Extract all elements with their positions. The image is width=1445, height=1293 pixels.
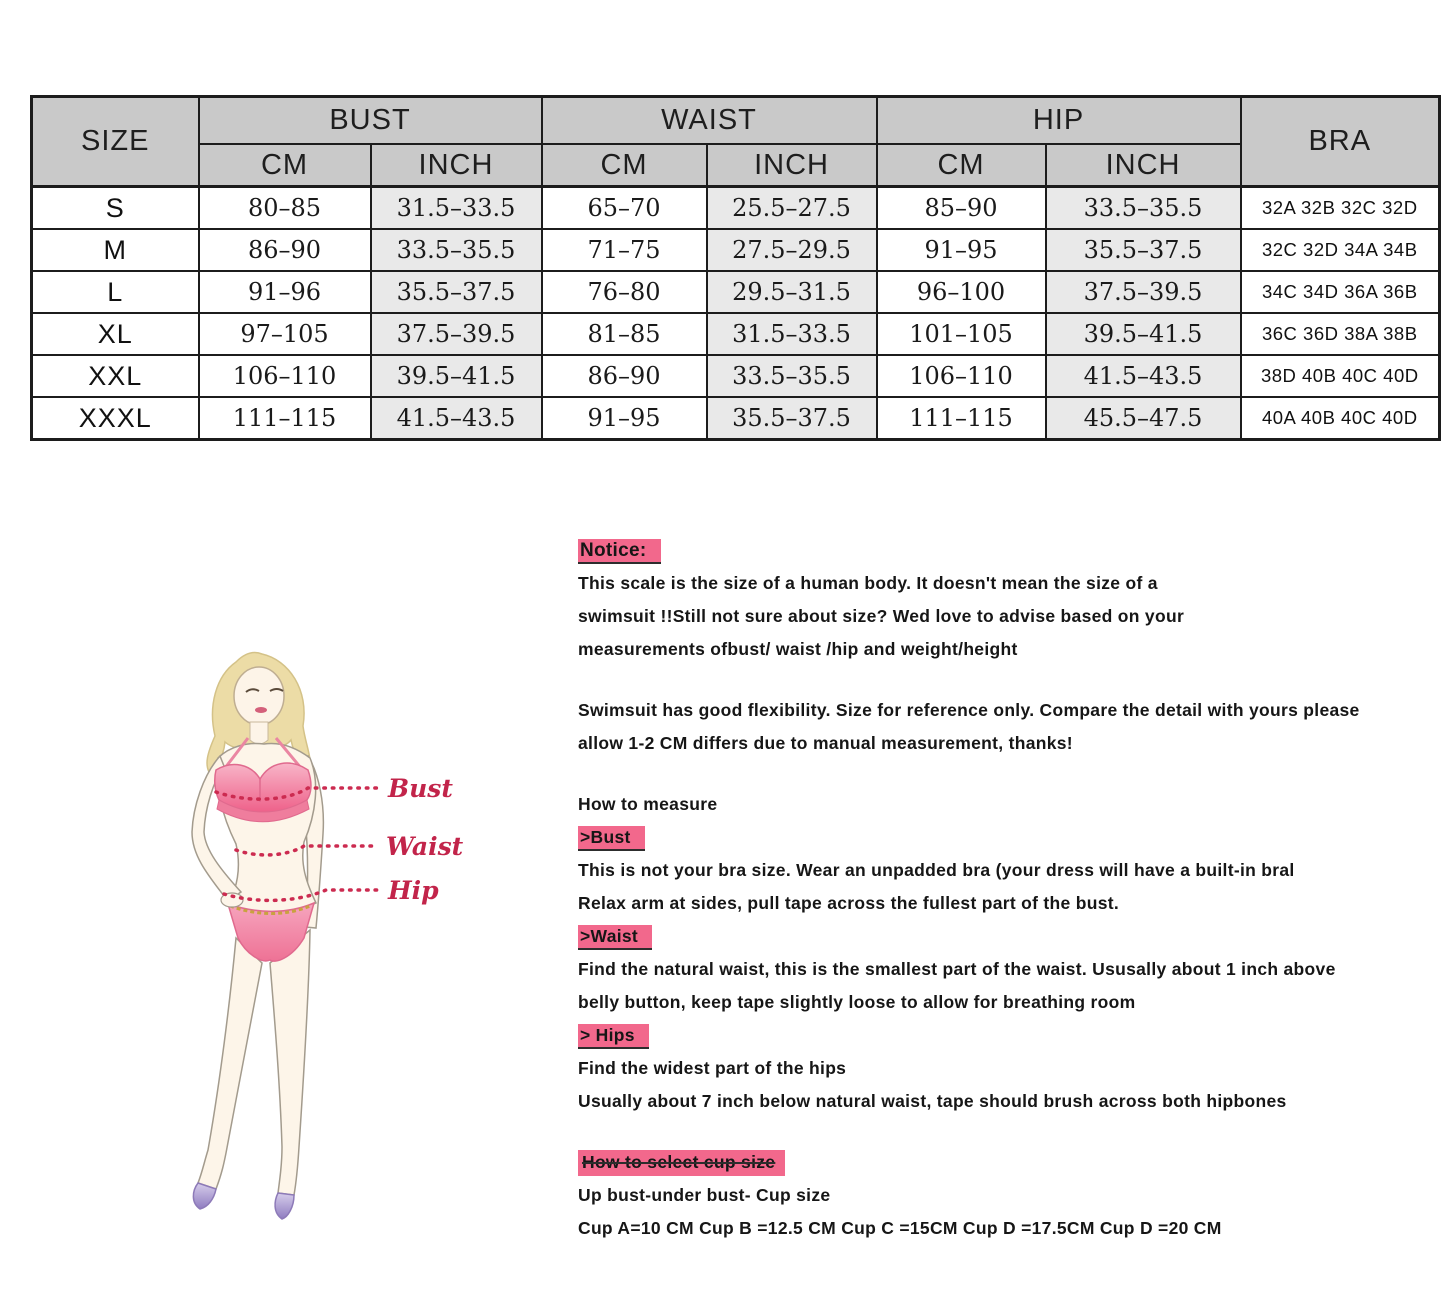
- header-bra: BRA: [1241, 97, 1440, 187]
- header-hip-inch: INCH: [1046, 144, 1241, 187]
- text-line: Find the widest part of the hips: [578, 1058, 847, 1078]
- hip-inch-cell: 45.5–47.5: [1046, 397, 1241, 440]
- bra-cell: 36C 36D 38A 38B: [1241, 313, 1440, 355]
- notice-heading-row: [578, 534, 1445, 567]
- header-bust: BUST: [199, 97, 542, 145]
- bust-inch-cell: 35.5–37.5: [371, 271, 542, 313]
- bust-inch-cell: 33.5–35.5: [371, 229, 542, 271]
- waist-inch-cell: 33.5–35.5: [707, 355, 877, 397]
- text-line: belly button, keep tape slightly loose to allow for breathing room: [578, 992, 1136, 1012]
- notice-heading: Notice:: [578, 539, 661, 564]
- cup-size-heading-row: [578, 1146, 1445, 1179]
- header-waist-cm: CM: [542, 144, 707, 187]
- table-body: [32, 187, 1440, 440]
- figure-right-shoe: [275, 1193, 294, 1219]
- header-size: SIZE: [32, 97, 199, 187]
- table-row: [32, 313, 1440, 355]
- size-cell: XXL: [32, 355, 199, 397]
- table-row: [32, 229, 1440, 271]
- bust-section-body: [578, 854, 1445, 920]
- figure-face: [234, 667, 284, 725]
- bust-cm-cell: 91–96: [199, 271, 371, 313]
- hip-inch-cell: 33.5–35.5: [1046, 187, 1241, 230]
- header-waist-inch: INCH: [707, 144, 877, 187]
- figure-right-leg: [270, 930, 310, 1195]
- bust-inch-cell: 31.5–33.5: [371, 187, 542, 230]
- cup-size-body: [578, 1179, 1445, 1245]
- size-cell: S: [32, 187, 199, 230]
- bust-inch-cell: 37.5–39.5: [371, 313, 542, 355]
- hip-label: Hip: [388, 876, 439, 905]
- measurement-figure: [158, 642, 598, 1242]
- hip-cm-cell: 106–110: [877, 355, 1046, 397]
- waist-cm-cell: 65–70: [542, 187, 707, 230]
- waist-label: Waist: [386, 832, 464, 861]
- text-line: Relax arm at sides, pull tape across the fullest part of the bust.: [578, 893, 1120, 913]
- hip-inch-cell: 37.5–39.5: [1046, 271, 1241, 313]
- bust-inch-cell: 41.5–43.5: [371, 397, 542, 440]
- hips-section-body: [578, 1052, 1445, 1118]
- bust-cm-cell: 111–115: [199, 397, 371, 440]
- header-bust-cm: CM: [199, 144, 371, 187]
- waist-cm-cell: 71–75: [542, 229, 707, 271]
- waist-inch-cell: 27.5–29.5: [707, 229, 877, 271]
- text-line: measurements ofbust/ waist /hip and weight/height: [578, 639, 1018, 659]
- waist-cm-cell: 76–80: [542, 271, 707, 313]
- flexibility-note: [578, 694, 1445, 760]
- text-line: Usually about 7 inch below natural waist, tape should brush across both hipbones: [578, 1091, 1287, 1111]
- header-hip-cm: CM: [877, 144, 1046, 187]
- bra-cell: 38D 40B 40C 40D: [1241, 355, 1440, 397]
- waist-cm-cell: 91–95: [542, 397, 707, 440]
- hips-section-heading: > Hips: [578, 1024, 649, 1049]
- bra-cell: 40A 40B 40C 40D: [1241, 397, 1440, 440]
- table-row: [32, 397, 1440, 440]
- bra-cell: 32A 32B 32C 32D: [1241, 187, 1440, 230]
- bust-cm-cell: 80–85: [199, 187, 371, 230]
- text-line: Find the natural waist, this is the smallest part of the waist. Ususally about 1 inch above: [578, 959, 1336, 979]
- bust-section-heading-row: [578, 821, 1445, 854]
- header-waist: WAIST: [542, 97, 877, 145]
- notice-body: [578, 567, 1445, 666]
- size-cell: XXXL: [32, 397, 199, 440]
- waist-inch-cell: 35.5–37.5: [707, 397, 877, 440]
- size-cell: M: [32, 229, 199, 271]
- figure-illustration: [158, 642, 598, 1242]
- hip-inch-cell: 39.5–41.5: [1046, 313, 1241, 355]
- hip-cm-cell: 91–95: [877, 229, 1046, 271]
- bra-cell: 34C 34D 36A 36B: [1241, 271, 1440, 313]
- figure-neck: [250, 722, 268, 744]
- text-line: allow 1-2 CM differs due to manual measurement, thanks!: [578, 733, 1073, 753]
- instructions-column: [578, 534, 1445, 1245]
- bust-cm-cell: 106–110: [199, 355, 371, 397]
- text-line: swimsuit !!Still not sure about size? Wed love to advise based on your: [578, 606, 1185, 626]
- waist-section-heading: >Waist: [578, 925, 652, 950]
- waist-section-body: [578, 953, 1445, 1019]
- size-cell: L: [32, 271, 199, 313]
- header-hip: HIP: [877, 97, 1241, 145]
- hips-section-heading-row: [578, 1019, 1445, 1052]
- table-row: [32, 271, 1440, 313]
- text-line: This is not your bra size. Wear an unpadded bra (your dress will have a built-in bral: [578, 860, 1295, 880]
- table-row: [32, 355, 1440, 397]
- size-chart-table: [30, 95, 1441, 441]
- cup-size-heading: How to select cup size: [578, 1150, 785, 1176]
- text-line: This scale is the size of a human body. It doesn't mean the size of a: [578, 573, 1158, 593]
- bust-inch-cell: 39.5–41.5: [371, 355, 542, 397]
- waist-inch-cell: 29.5–31.5: [707, 271, 877, 313]
- bust-cm-cell: 86–90: [199, 229, 371, 271]
- hip-cm-cell: 96–100: [877, 271, 1046, 313]
- bust-section-heading: >Bust: [578, 826, 645, 851]
- waist-cm-cell: 86–90: [542, 355, 707, 397]
- table-row: [32, 187, 1440, 230]
- bra-cell: 32C 32D 34A 34B: [1241, 229, 1440, 271]
- text-line: Swimsuit has good flexibility. Size for reference only. Compare the detail with yours please: [578, 700, 1360, 720]
- figure-lips: [255, 707, 267, 713]
- header-bust-inch: INCH: [371, 144, 542, 187]
- figure-left-leg: [198, 938, 262, 1189]
- bust-cm-cell: 97–105: [199, 313, 371, 355]
- hip-cm-cell: 85–90: [877, 187, 1046, 230]
- text-line: Cup A=10 CM Cup B =12.5 CM Cup C =15CM Cup D =17.5CM Cup D =20 CM: [578, 1218, 1222, 1238]
- waist-inch-cell: 25.5–27.5: [707, 187, 877, 230]
- waist-inch-cell: 31.5–33.5: [707, 313, 877, 355]
- how-to-measure-heading: How to measure: [578, 794, 718, 814]
- size-cell: XL: [32, 313, 199, 355]
- hip-inch-cell: 35.5–37.5: [1046, 229, 1241, 271]
- hip-inch-cell: 41.5–43.5: [1046, 355, 1241, 397]
- text-line: Up bust-under bust- Cup size: [578, 1185, 831, 1205]
- bust-label: Bust: [388, 774, 453, 803]
- hip-cm-cell: 101–105: [877, 313, 1046, 355]
- waist-section-heading-row: [578, 920, 1445, 953]
- hip-cm-cell: 111–115: [877, 397, 1046, 440]
- table-header: [32, 97, 1440, 187]
- waist-cm-cell: 81–85: [542, 313, 707, 355]
